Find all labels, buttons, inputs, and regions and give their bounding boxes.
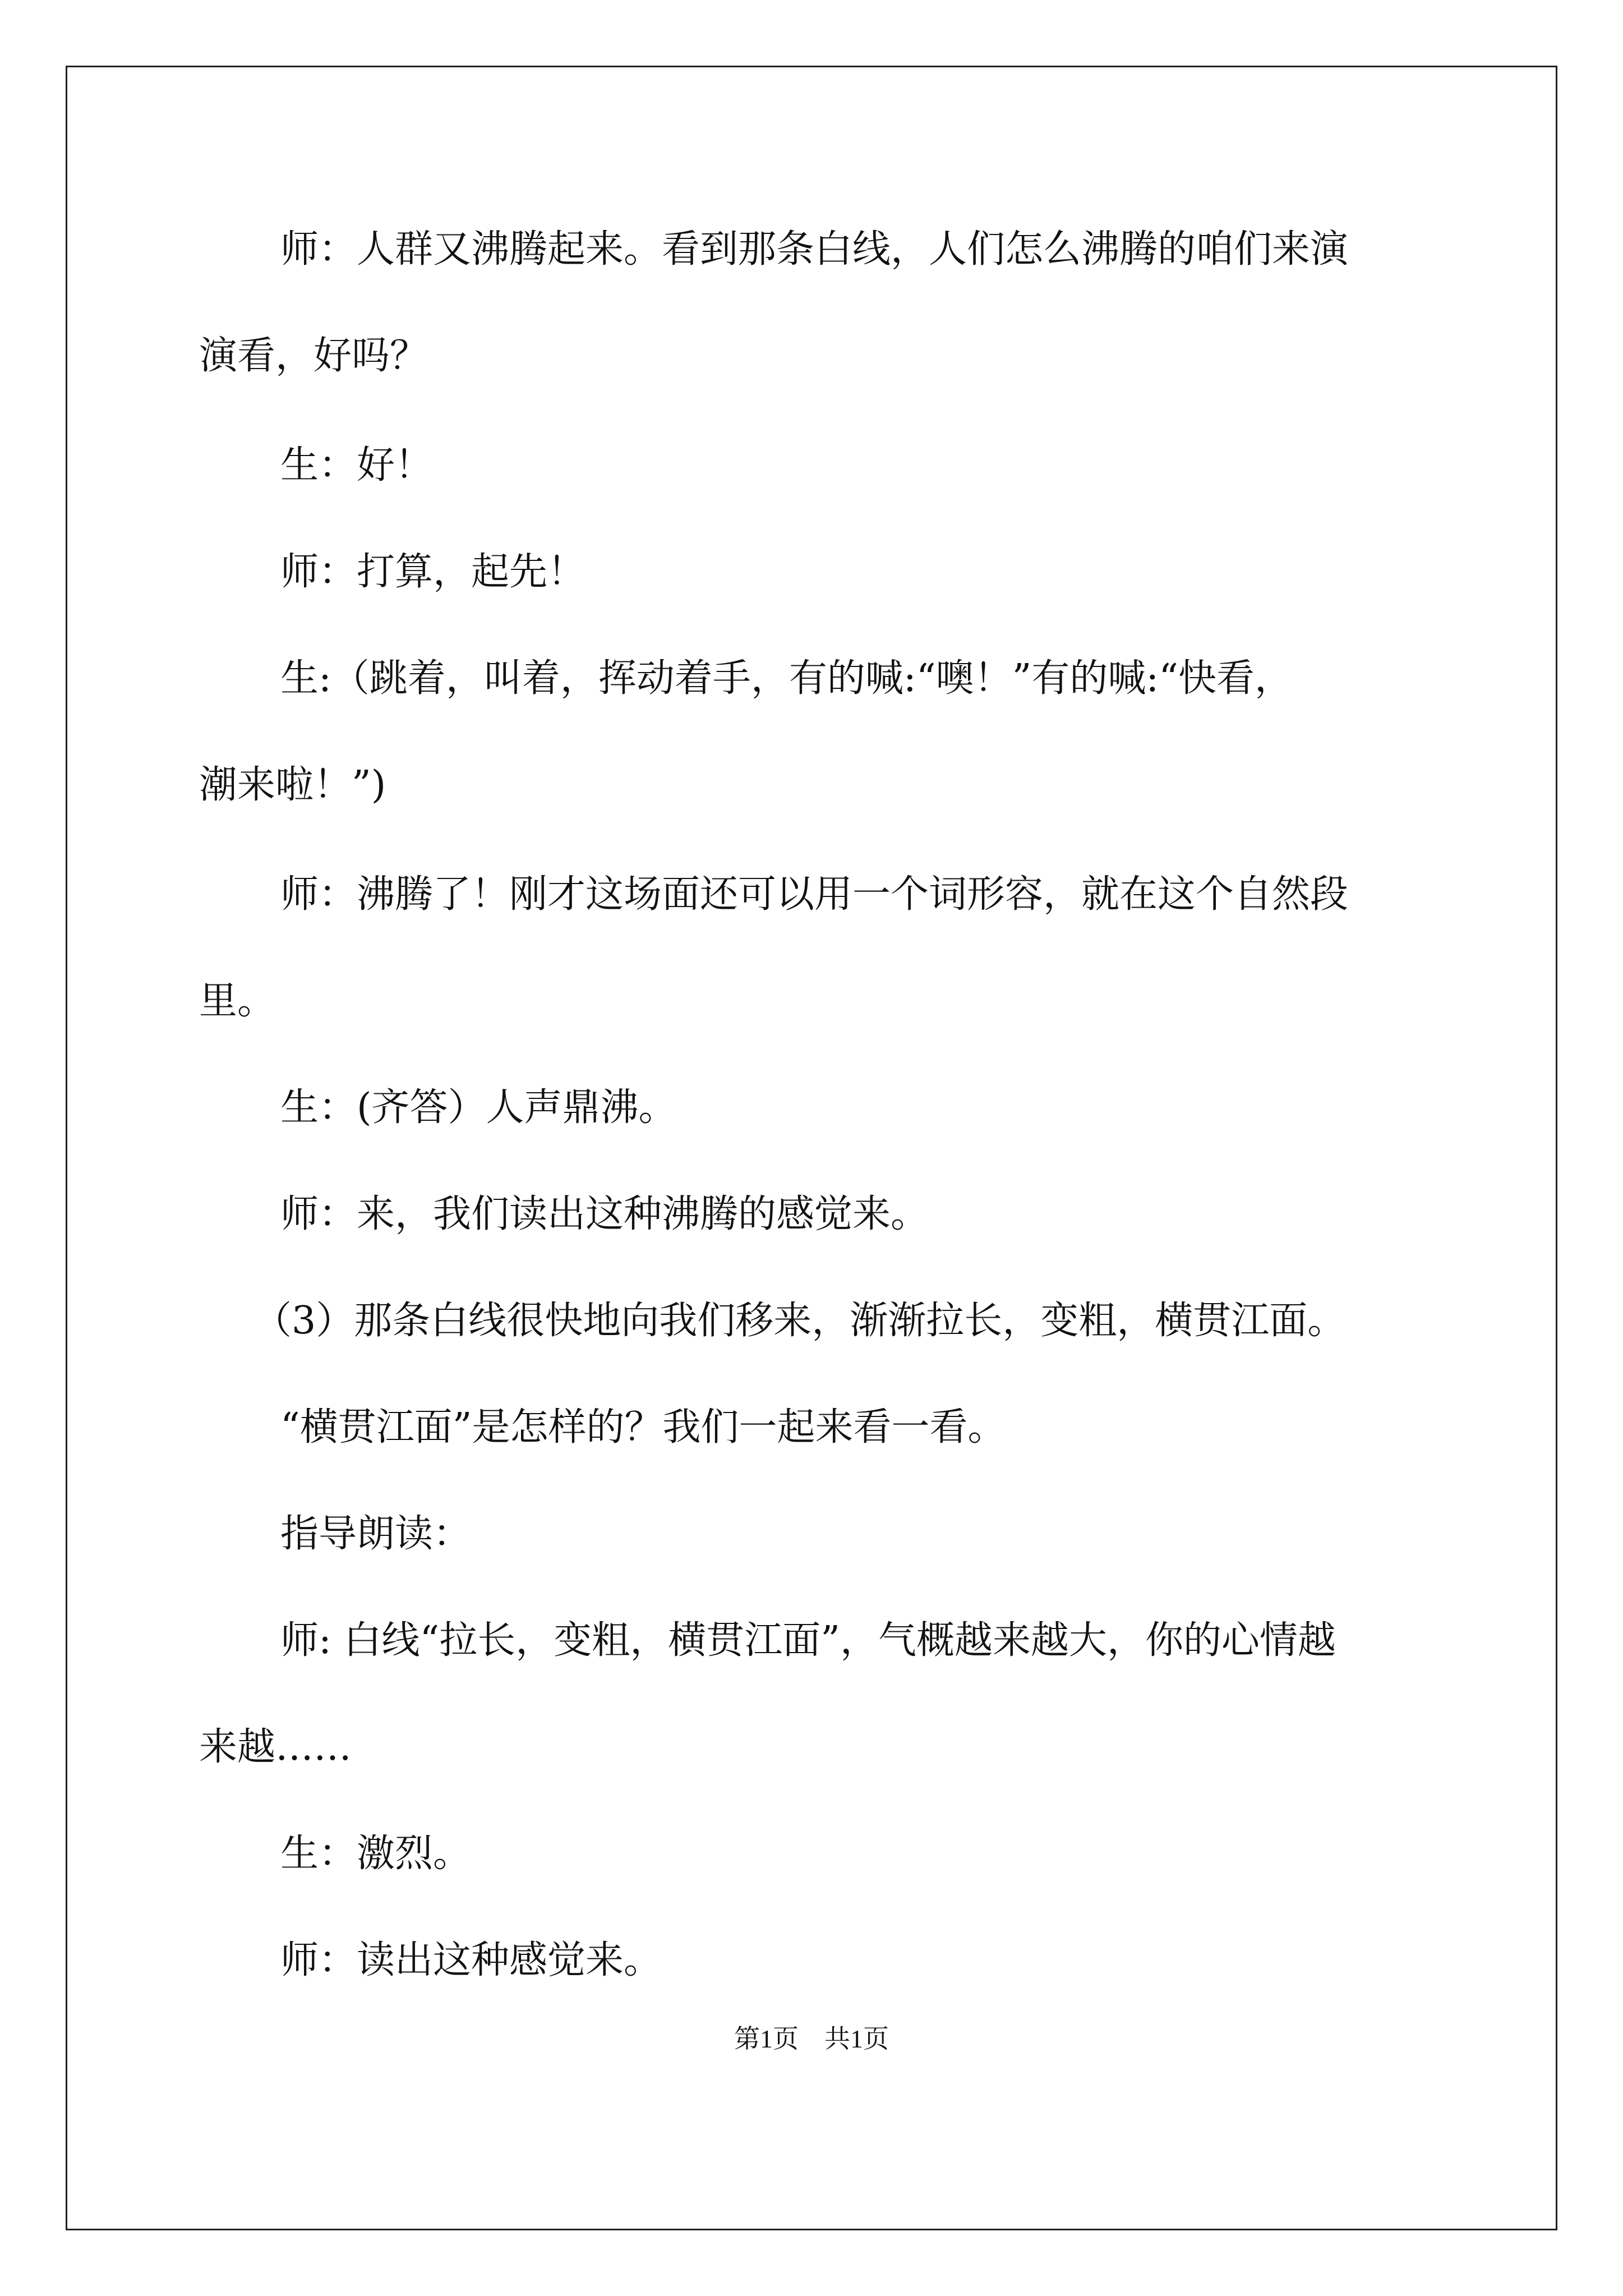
paragraph-line: 演看，好吗？	[199, 334, 428, 378]
paragraph-line: 师: 白线“拉长，变粗，横贯江面”，气概越来越大，你的心情越	[280, 1618, 1336, 1663]
paragraph-line: 生:（跳着，叫着，挥动着手，有的喊:“噢！”有的喊:“快看，	[280, 656, 1293, 701]
paragraph-line: 指导朗读：	[280, 1512, 472, 1556]
paragraph-line: 来越……	[199, 1725, 352, 1769]
paragraph-line: 潮来啦！”)	[199, 763, 386, 807]
paragraph-line: “横贯江面”是怎样的？我们一起来看一看。	[280, 1405, 1006, 1450]
page-number-footer: 第1页 共1页	[734, 2024, 889, 2053]
paragraph-line: 里。	[199, 979, 276, 1023]
paragraph-line: 师：打算，起先！	[280, 550, 586, 594]
paragraph-line: 师：来，我们读出这种沸腾的感觉来。	[280, 1192, 929, 1236]
paragraph-line: （3）那条白线很快地向我们移来，渐渐拉长，变粗，横贯江面。	[253, 1299, 1346, 1343]
page-border	[66, 66, 1557, 2230]
paragraph-line: 生：(齐答）人声鼎沸。	[280, 1085, 677, 1130]
paragraph-line: 师：读出这种感觉来。	[280, 1938, 662, 1982]
paragraph-line: 生：好！	[280, 443, 434, 487]
paragraph-line: 师：人群又沸腾起来。看到那条白线，人们怎么沸腾的咱们来演	[280, 227, 1349, 272]
paragraph-line: 生：激烈。	[280, 1832, 472, 1876]
paragraph-line: 师：沸腾了！刚才这场面还可以用一个词形容，就在这个自然段	[280, 872, 1349, 917]
